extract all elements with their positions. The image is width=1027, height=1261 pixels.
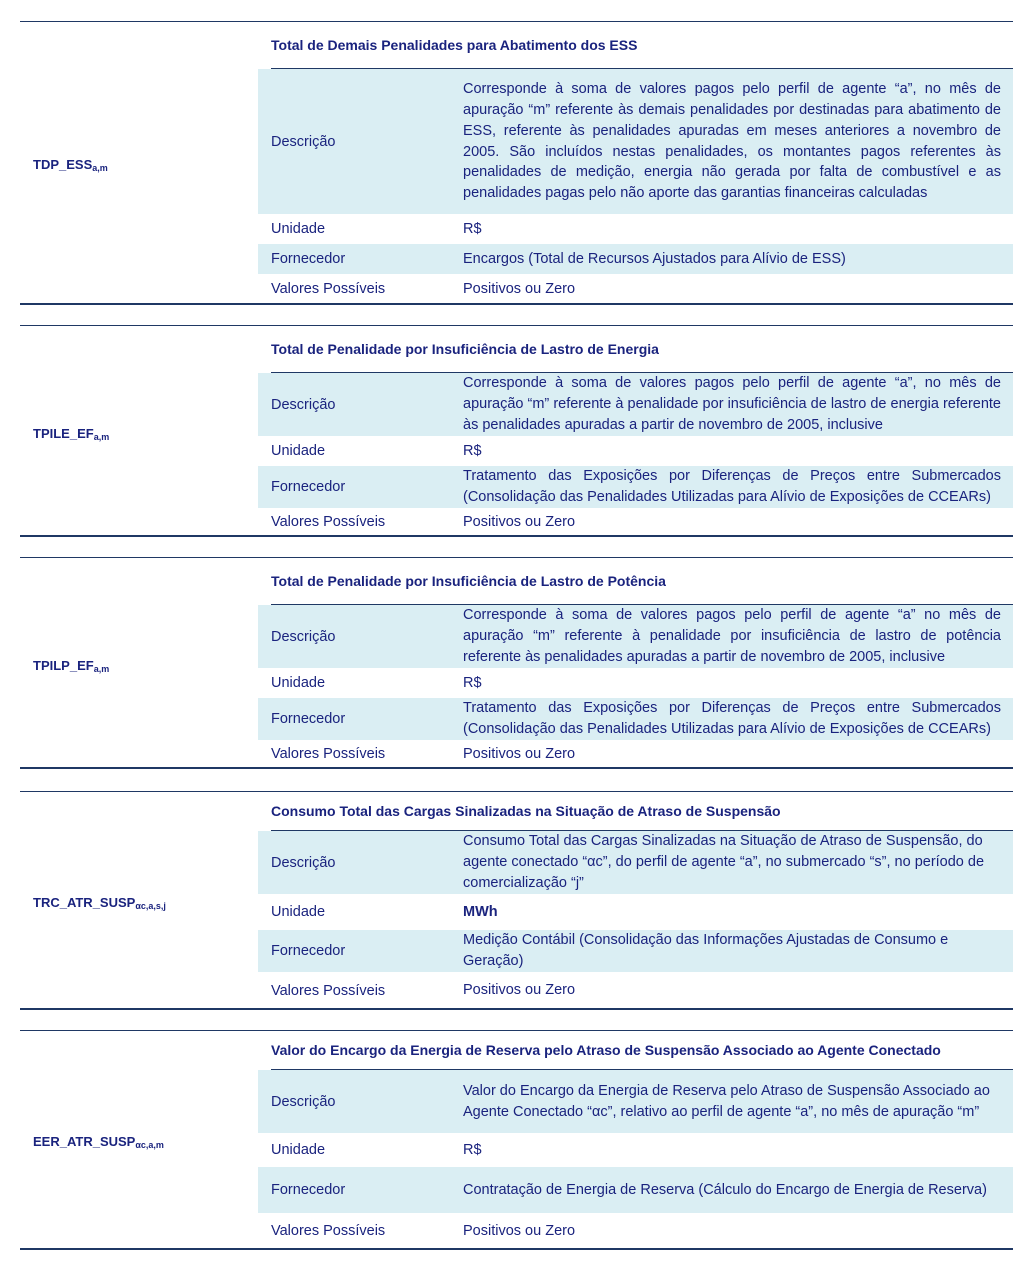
row-descricao [258, 831, 1013, 894]
label-descricao: Descrição [271, 396, 336, 413]
value-descricao: Corresponde à soma de valores pagos pelo perfil de agente “a” no mês de apuração “m” referente à penalidade por insuficiência de lastro de potência referente às penalidades apuradas a partir de novembro de 2005, inclusive [463, 607, 1001, 665]
label-unidade: Unidade [271, 1142, 326, 1158]
variable-name: $TPILE\_EF_{a,m}$ [33, 426, 110, 442]
variable-block [20, 791, 1013, 1010]
row-unidade [258, 214, 1013, 244]
variable-title: Consumo Total das Cargas Sinalizadas na Situação de Atraso de Suspensão [271, 792, 1013, 831]
value-fornecedor: Encargos (Total de Recursos Ajustados para Alívio de ESS) [463, 250, 846, 267]
value-valores: Positivos ou Zero [463, 745, 576, 762]
row-fornecedor [258, 930, 1013, 972]
value-unidade: MWh [463, 903, 498, 920]
variable-block [20, 21, 1013, 305]
row-descricao [258, 69, 1013, 214]
label-valores: Valores Possíveis [271, 746, 386, 762]
value-valores: Positivos ou Zero [463, 513, 576, 530]
row-descricao [258, 373, 1013, 436]
row-descricao [258, 605, 1013, 668]
label-descricao: Descrição [271, 1093, 336, 1110]
label-fornecedor: Fornecedor [271, 479, 346, 495]
value-valores: Positivos ou Zero [463, 280, 576, 297]
value-fornecedor: Tratamento das Exposições por Diferenças de Preços entre Submercados (Consolidação das Penalidades Utilizadas para Alívio de Exposições de CCEARs) [463, 700, 1001, 737]
value-descricao: Valor do Encargo da Energia de Reserva pelo Atraso de Suspensão Associado ao Agente Conectado “αc”, relativo ao perfil de agente “a”, no mês de apuração “m” [463, 1082, 990, 1120]
row-unidade [258, 436, 1013, 466]
row-valores [258, 740, 1013, 768]
label-descricao: Descrição [271, 628, 336, 645]
label-unidade: Unidade [271, 443, 326, 459]
row-valores [258, 1213, 1013, 1249]
row-valores [258, 274, 1013, 304]
label-unidade: Unidade [271, 675, 326, 691]
label-valores: Valores Possíveis [271, 514, 386, 530]
label-fornecedor: Fornecedor [271, 711, 346, 727]
row-fornecedor [258, 1167, 1013, 1213]
value-unidade: R$ [463, 674, 482, 691]
label-fornecedor: Fornecedor [271, 943, 346, 959]
value-valores: Positivos ou Zero [463, 1222, 576, 1239]
variable-name: $TDP\_ESS_{a,m}$ [33, 157, 108, 173]
value-unidade: R$ [463, 1141, 482, 1158]
variable-block [20, 1030, 1013, 1250]
row-valores [258, 972, 1013, 1009]
variable-name: $TPILP\_EF_{a,m}$ [33, 658, 110, 674]
row-unidade [258, 894, 1013, 930]
row-fornecedor [258, 244, 1013, 274]
value-fornecedor: Tratamento das Exposições por Diferenças de Preços entre Submercados (Consolidação das Penalidades Utilizadas para Alívio de Exposições de CCEARs) [463, 468, 1001, 505]
variable-block [20, 325, 1013, 537]
label-fornecedor: Fornecedor [271, 251, 346, 267]
variable-block [20, 557, 1013, 769]
variable-title: Valor do Encargo da Energia de Reserva pelo Atraso de Suspensão Associado ao Agente Conectado [271, 1031, 1013, 1070]
value-descricao: Consumo Total das Cargas Sinalizadas na Situação de Atraso de Suspensão, do agente conectado “αc”, do perfil de agente “a”, no submercado “s”, no período de comercialização “j” [463, 833, 985, 891]
label-descricao: Descrição [271, 133, 336, 150]
row-fornecedor [258, 466, 1013, 508]
value-fornecedor: Contratação de Energia de Reserva (Cálculo do Encargo de Energia de Reserva) [463, 1181, 987, 1198]
row-valores [258, 508, 1013, 536]
label-valores: Valores Possíveis [271, 1223, 386, 1239]
row-descricao [258, 1070, 1013, 1133]
value-descricao: Corresponde à soma de valores pagos pelo perfil de agente “a”, no mês de apuração “m” referente às demais penalidades por destinadas para abatimento de ESS, referente às penalidades apuradas em meses anteriores a novembro de 2005. São incluídos nestas penalidades, os montantes pagos referentes às penalidades de medição, energia não gerada por falta de combustível e as penalidades pagas pelo não aporte das garantias financeiras calculadas [463, 81, 1001, 202]
value-fornecedor: Medição Contábil (Consolidação das Informações Ajustadas de Consumo e Geração) [463, 932, 949, 969]
label-valores: Valores Possíveis [271, 982, 386, 999]
row-unidade [258, 1133, 1013, 1167]
variable-name: $TRC\_ATR\_SUSP_{\alpha c,a,s,j}$ [33, 895, 166, 911]
label-fornecedor: Fornecedor [271, 1182, 346, 1198]
label-valores: Valores Possíveis [271, 281, 386, 297]
variable-name: $EER\_ATR\_SUSP_{\alpha c,a,m}$ [33, 1134, 164, 1150]
label-unidade: Unidade [271, 904, 326, 920]
variable-title: Total de Demais Penalidades para Abatimento dos ESS [271, 22, 1013, 69]
value-valores: Positivos ou Zero [463, 982, 576, 999]
row-unidade [258, 668, 1013, 698]
label-unidade: Unidade [271, 221, 326, 237]
variable-title: Total de Penalidade por Insuficiência de Lastro de Energia [271, 326, 1013, 373]
value-unidade: R$ [463, 220, 482, 237]
variable-title: Total de Penalidade por Insuficiência de Lastro de Potência [271, 558, 1013, 605]
value-unidade: R$ [463, 442, 482, 459]
value-descricao: Corresponde à soma de valores pagos pelo perfil de agente “a”, no mês de apuração “m” referente à penalidade por insuficiência de lastro de energia referente às penalidades apuradas a partir de novembro de 2005, inclusive [463, 375, 1001, 433]
label-descricao: Descrição [271, 854, 336, 871]
row-fornecedor [258, 698, 1013, 740]
